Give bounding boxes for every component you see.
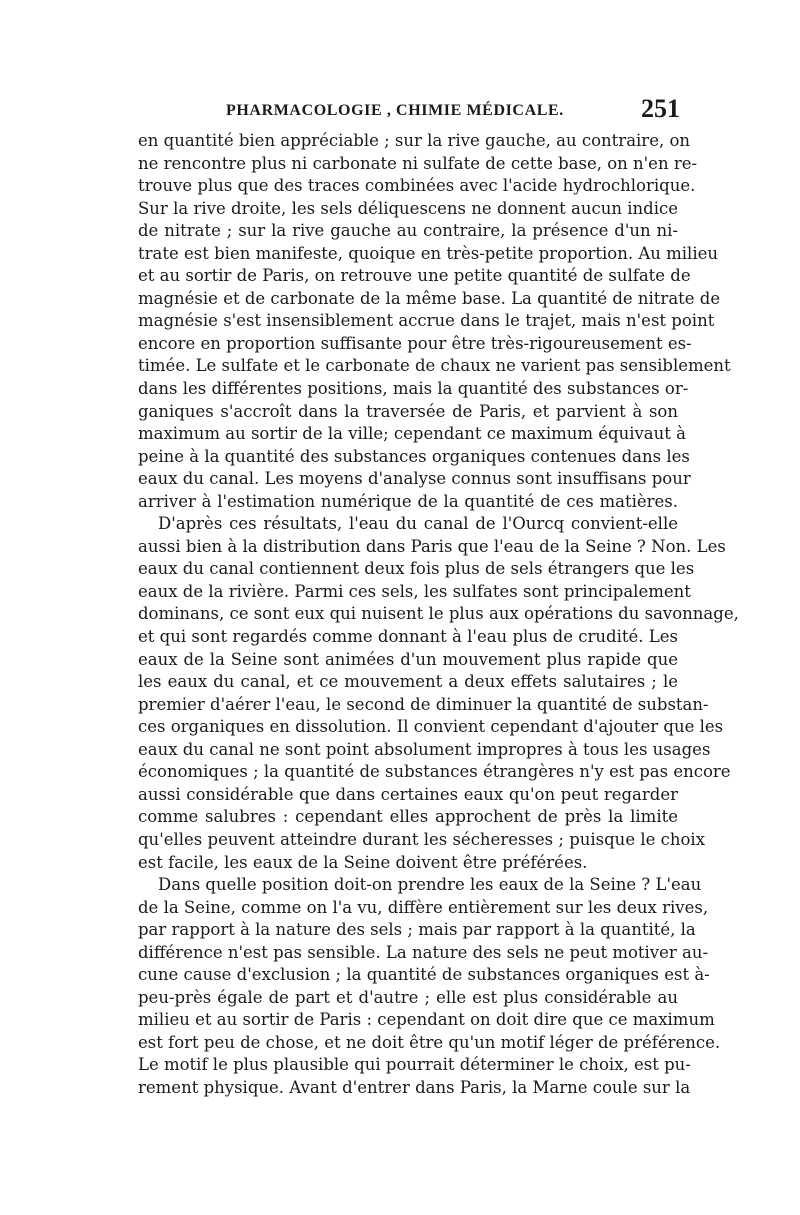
text-line: eaux du canal contiennent deux fois plus de sels étrangers que les	[138, 559, 695, 579]
text-line: rement physique. Avant d'entrer dans Paris, la Marne coule sur la	[138, 1077, 691, 1097]
text-line: eaux du canal. Les moyens d'analyse connus sont insuffisans pour	[138, 469, 691, 489]
text-line: Sur la rive droite, les sels déliquescens ne donnent aucun indice	[138, 198, 678, 218]
text-line: de nitrate ; sur la rive gauche au contraire, la présence d'un ni-	[138, 221, 678, 241]
text-line: est fort peu de chose, et ne doit être qu'un motif léger de préférence.	[138, 1032, 721, 1052]
text-line: dominans, ce sont eux qui nuisent le plus aux opérations du savonnage,	[138, 604, 739, 624]
text-line: et au sortir de Paris, on retrouve une petite quantité de sulfate de	[138, 266, 691, 286]
text-line: en quantité bien appréciable ; sur la rive gauche, au contraire, on	[138, 131, 691, 150]
text-line: peu-près égale de part et d'autre ; elle est plus considérable au	[138, 987, 678, 1007]
body-text	[138, 130, 739, 1100]
text-line: dans les différentes positions, mais la quantité des substances or-	[138, 379, 689, 399]
text-line: aussi considérable que dans certaines eaux qu'on peut regarder	[138, 784, 678, 804]
text-line: D'après ces résultats, l'eau du canal de l'Ourcq convient-elle	[158, 514, 678, 534]
text-line: de la Seine, comme on l'a vu, diffère entièrement sur les deux rives,	[138, 897, 709, 917]
text-line: les eaux du canal, et ce mouvement a deux effets salutaires ; le	[138, 672, 678, 692]
running-head	[138, 94, 698, 122]
text-line: Le motif le plus plausible qui pourrait déterminer le choix, est pu-	[138, 1055, 691, 1075]
text-line: eaux de la Seine sont animées d'un mouvement plus rapide que	[138, 649, 678, 669]
text-line: est facile, les eaux de la Seine doivent être préférées.	[138, 852, 588, 872]
text-line: peine à la quantité des substances organiques contenues dans les	[138, 446, 690, 466]
text-line: ganiques s'accroît dans la traversée de Paris, et parvient à son	[138, 401, 678, 421]
text-line: différence n'est pas sensible. La nature des sels ne peut motiver au-	[138, 942, 709, 962]
text-line: par rapport à la nature des sels ; mais par rapport à la quantité, la	[138, 920, 696, 940]
text-line: aussi bien à la distribution dans Paris que l'eau de la Seine ? Non. Les	[138, 536, 726, 556]
running-title: PHARMACOLOGIE , CHIMIE MÉDICALE.	[226, 102, 564, 119]
text-line: ces organiques en dissolution. Il convient cependant d'ajouter que les	[138, 717, 724, 737]
text-line: eaux du canal ne sont point absolument impropres à tous les usages	[138, 739, 711, 759]
text-line: magnésie et de carbonate de la même base. La quantité de nitrate de	[138, 288, 721, 308]
text-line: trouve plus que des traces combinées avec l'acide hydrochlorique.	[138, 176, 696, 196]
text-line: comme salubres : cependant elles approchent de près la limite	[138, 807, 678, 827]
text-line: timée. Le sulfate et le carbonate de chaux ne varient pas sensiblement	[138, 356, 731, 376]
text-line: ne rencontre plus ni carbonate ni sulfate de cette base, on n'en re-	[138, 153, 698, 173]
text-line: trate est bien manifeste, quoique en très-petite proportion. Au milieu	[138, 243, 719, 263]
text-line: magnésie s'est insensiblement accrue dans le trajet, mais n'est point	[138, 311, 715, 331]
text-line: économiques ; la quantité de substances étrangères n'y est pas encore	[138, 762, 731, 782]
text-line: maximum au sortir de la ville; cependant ce maximum équivaut à	[138, 424, 686, 444]
text-line: arriver à l'estimation numérique de la quantité de ces matières.	[138, 491, 678, 511]
text-line: encore en proportion suffisante pour être très-rigoureusement es-	[138, 333, 692, 353]
text-line: eaux de la rivière. Parmi ces sels, les sulfates sont principalement	[138, 581, 691, 601]
text-line: Dans quelle position doit-on prendre les eaux de la Seine ? L'eau	[158, 875, 702, 895]
text-line: qu'elles peuvent atteindre durant les sécheresses ; puisque le choix	[138, 829, 705, 849]
text-line: milieu et au sortir de Paris : cependant on doit dire que ce maximum	[138, 1010, 715, 1030]
page-number: 251	[641, 94, 680, 123]
text-line: premier d'aérer l'eau, le second de diminuer la quantité de substan-	[138, 694, 709, 714]
text-line: cune cause d'exclusion ; la quantité de substances organiques est à-	[138, 965, 710, 985]
text-line: et qui sont regardés comme donnant à l'eau plus de crudité. Les	[138, 627, 678, 647]
